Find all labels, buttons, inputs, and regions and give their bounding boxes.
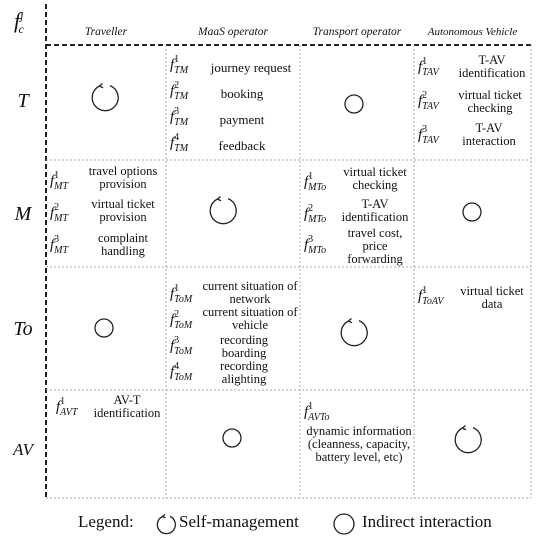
function-symbol: $f^3_{MT}$ xyxy=(50,234,69,256)
function-symbol: $f^2_{TM}$ xyxy=(170,80,189,102)
legend-indirect-interaction-label: Indirect interaction xyxy=(362,512,492,531)
function-label: travel cost, price forwarding xyxy=(347,226,403,266)
function-label: feedback xyxy=(218,138,266,153)
function-symbol: $f^1_{AVT}$ xyxy=(56,396,78,418)
row-label-m: M xyxy=(14,203,32,225)
row-label-t: T xyxy=(17,90,29,112)
function-symbol: $f^3_{TM}$ xyxy=(170,106,189,128)
function-symbol: $f^1_{ToM}$ xyxy=(170,283,193,305)
function-symbol: $f^1_{TM}$ xyxy=(170,54,189,76)
column-header-transport-operator: Transport operator xyxy=(312,26,402,38)
indirect-interaction-icon xyxy=(345,95,363,113)
function-label: virtual ticket checking xyxy=(458,88,522,115)
function-label: dynamic information (cleanness, capacity, battery level, etc) xyxy=(306,424,412,464)
indirect-interaction-icon xyxy=(223,429,241,447)
function-symbol: $f^3_{ToM}$ xyxy=(170,335,193,357)
column-header-traveller: Traveller xyxy=(84,26,128,38)
function-label: T-AV interaction xyxy=(462,121,516,148)
function-symbol: $f^1_{MT}$ xyxy=(50,170,69,192)
function-symbol: $f^4_{TM}$ xyxy=(170,132,189,154)
legend-self-management-label: Self-management xyxy=(179,512,299,531)
function-symbol: $f^2_{ToM}$ xyxy=(170,309,193,331)
function-label: AV-T identification xyxy=(93,393,161,420)
row-label-to: To xyxy=(13,318,33,340)
indirect-interaction-icon xyxy=(463,203,481,221)
function-label: T-AV identification xyxy=(458,53,526,80)
legend-indirect-interaction-icon xyxy=(334,514,354,534)
column-header-autonomous-vehicle: Autonomous Vehicle xyxy=(427,26,518,38)
function-label: booking xyxy=(220,86,264,101)
function-symbol: $f^2_{TAV}$ xyxy=(418,90,439,112)
corner-label: $f^j_c$ xyxy=(14,8,24,37)
indirect-interaction-icon xyxy=(95,319,113,337)
function-symbol: $f^1_{AVTo}$ xyxy=(304,401,330,423)
legend-title: Legend: xyxy=(78,512,134,531)
function-label: current situation of vehicle xyxy=(202,305,298,332)
column-header-maas-operator: MaaS operator xyxy=(198,26,268,38)
function-label: journey request xyxy=(210,60,292,75)
function-symbol: $f^2_{MT}$ xyxy=(50,202,69,224)
self-management-icon xyxy=(92,84,118,111)
legend-self-management-icon xyxy=(157,515,175,534)
function-symbol: $f^3_{TAV}$ xyxy=(418,124,439,146)
function-label: payment xyxy=(219,112,265,127)
self-management-icon xyxy=(210,197,236,224)
function-label: virtual ticket checking xyxy=(343,165,407,192)
function-label: complaint handling xyxy=(98,231,148,258)
function-symbol: $f^2_{MTo}$ xyxy=(304,203,327,225)
function-symbol: $f^4_{ToM}$ xyxy=(170,361,193,383)
function-symbol: $f^1_{TAV}$ xyxy=(418,56,439,78)
function-label: current situation of network xyxy=(202,279,298,306)
function-label: virtual ticket data xyxy=(460,284,524,311)
function-label: travel options provision xyxy=(88,164,158,191)
function-symbol: $f^1_{MTo}$ xyxy=(304,171,327,193)
self-management-icon xyxy=(455,426,481,453)
function-symbol: $f^1_{ToAV}$ xyxy=(418,285,444,307)
function-label: recording alighting xyxy=(220,359,268,386)
row-label-av: AV xyxy=(13,440,33,459)
function-symbol: $f^3_{MTo}$ xyxy=(304,234,327,256)
function-label: recording boarding xyxy=(220,333,268,360)
function-label: T-AV identification xyxy=(341,197,409,224)
self-management-icon xyxy=(341,319,367,346)
function-label: virtual ticket provision xyxy=(91,197,155,224)
